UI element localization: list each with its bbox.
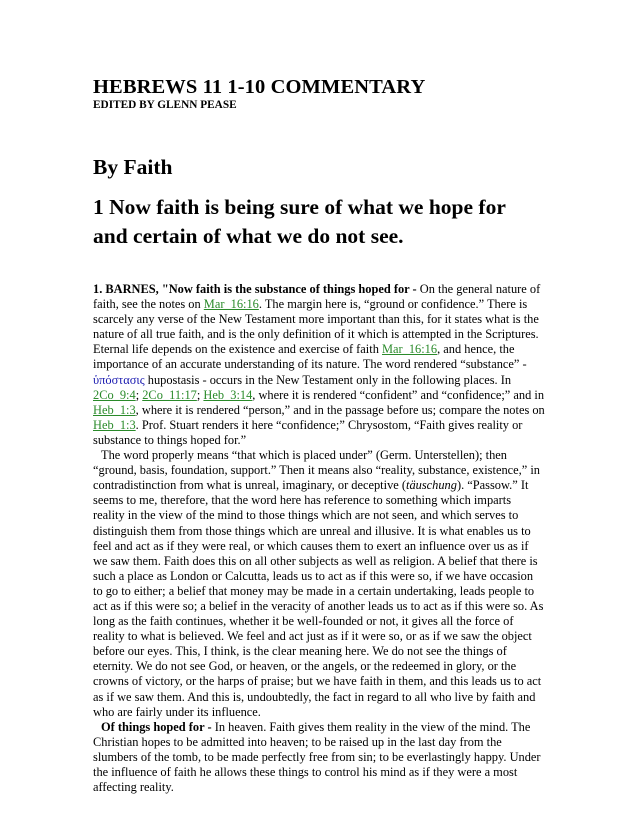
separator: ; xyxy=(196,387,204,402)
scripture-link-2co-11-17[interactable]: 2Co_11:17 xyxy=(142,387,197,402)
scripture-link-mar-16-16[interactable]: Mar_16:16 xyxy=(203,297,259,312)
text-run: hupostasis - occurs in the New Testament only in the following places. In xyxy=(144,372,512,387)
commentary-paragraph-3 xyxy=(93,720,545,795)
scripture-link-heb-1-3-second[interactable]: Heb_1:3 xyxy=(93,417,136,432)
scripture-link-heb-1-3[interactable]: Heb_1:3 xyxy=(93,402,136,417)
text-run: On the general nature of faith, see the notes on xyxy=(93,282,541,312)
document-title: HEBREWS 11 1-10 COMMENTARY xyxy=(93,76,426,98)
text-run: In heaven. Faith gives them reality in the view of the mind. The Christian hopes to be admitted into heaven; to be raised up in the last day from the slumbers of the tomb, to be made perfectly free from sin; to be everlastingly happy. Under the influence of faith he allows these things to control his mind as if they were a most affecting reality. xyxy=(93,719,541,795)
paragraph-lead: 1. BARNES, "Now faith is the substance of things hoped for - xyxy=(93,282,417,296)
text-run: , and hence, the importance of an accurate understanding of its nature. The word rendered “substance” - xyxy=(93,342,527,372)
section-heading: By Faith xyxy=(93,155,173,179)
scripture-link-mar-16-16-second[interactable]: Mar_16:16 xyxy=(382,342,438,357)
scripture-link-2co-9-4[interactable]: 2Co_9:4 xyxy=(93,387,136,402)
document-subtitle: EDITED BY GLENN PEASE xyxy=(93,99,237,111)
commentary-paragraph-1 xyxy=(93,282,545,448)
greek-word: ὑπόστασις xyxy=(93,372,145,387)
scripture-link-heb-3-14[interactable]: Heb_3:14 xyxy=(203,387,253,402)
verse-heading: 1 Now faith is being sure of what we hope for and certain of what we do not see. xyxy=(93,195,506,248)
commentary-paragraph-2 xyxy=(93,448,545,720)
text-run: . The margin here is, “ground or confidence.” There is scarcely any verse of the New Testament more important than this, for it states what is the nature of all true faith, and is the only definition of it which is attempted in the Scriptures. Eternal life depends on the existence and exercise of faith xyxy=(93,297,539,357)
text-run: , where it is rendered “person,” and in the passage before us; compare the notes on xyxy=(135,402,545,417)
text-run: , where it is rendered “confident” and “confidence;” and in xyxy=(252,387,545,402)
paragraph-lead: Of things hoped for - xyxy=(101,719,212,734)
text-run: ). “Passow.” It seems to me, therefore, that the word here has reference to something which imparts reality in the view of the mind to those things which are not seen, and which serves to distinguish them from those things which are unreal and illusive. It is what enables us to feel and act as if they were real, or which causes them to exert an influence over us as if we saw them. Faith does this on all other subjects as well as religion. A belief that there is such a place as London or Calcutta, leads us to act as if this were so, if we have occasion to go to either; a belief that money may be made in a certain undertaking, leads people to act as if this were so; a belief in the veracity of another leads us to act as if this were so. As long as the faith continues, whether it be well-founded or not, it gives all the force of reality to what is believed. We feel and act just as if it were so, or as if we saw the object before our eyes. This, I think, is the clear meaning here. We do not see the things of eternity. We do not see God, or heaven, or the angels, or the redeemed in glory, or the crowns of victory, or the harps of praise; but we have faith in them, and this leads us to act as if we saw them. And this is, undoubtedly, the fact in regard to all who live by faith and who are fairly under its influence. xyxy=(93,478,544,719)
text-run: . Prof. Stuart renders it here “confidence;” Chrysostom, “Faith gives reality or substance to things hoped for.” xyxy=(93,417,523,447)
commentary-body xyxy=(93,282,545,795)
separator: ; xyxy=(135,387,143,402)
text-run: The word properly means “that which is placed under” (Germ. Unterstellen); then “ground, basis, foundation, support.” Then it means also “reality, substance, existence,” in contradistinction from what is unreal, imaginary, or deceptive ( xyxy=(93,448,540,493)
emphasis-word: täuschung xyxy=(406,478,457,493)
